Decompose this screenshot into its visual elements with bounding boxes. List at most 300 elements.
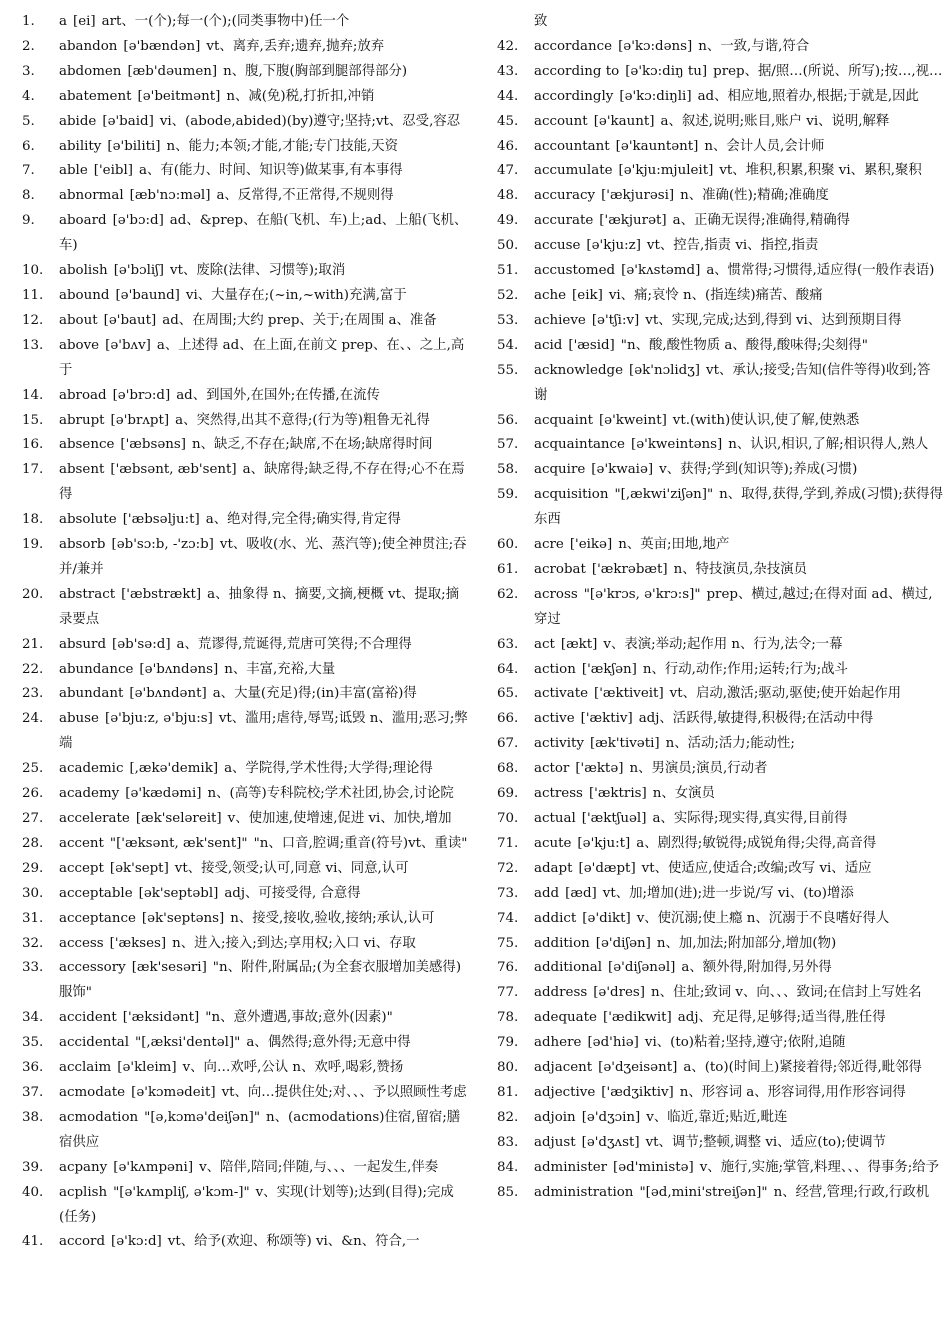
entry-pronunciation: [ə'diʃən] [595,935,651,951]
entry-definition: "n、意外遭遇,事故;意外(因素)" [205,1010,393,1026]
entry-word: actress [534,786,583,802]
entry-pronunciation: [ei] [72,14,96,29]
entry-word: abound [59,287,110,303]
vocab-entry [497,1131,943,1156]
entry-pronunciation: [ə'kweint] [598,412,667,428]
entry-number: 47. [497,163,519,179]
entry-word: abrupt [59,412,105,428]
entry-definition: prep、据/照…(所说、所写);按…,视… [713,63,943,79]
entry-number: 11. [22,287,44,303]
entry-number: 38. [22,1109,44,1125]
vocab-entry [497,857,943,882]
entry-number: 57. [497,437,519,453]
entry-word: a [59,14,67,29]
entry-pronunciation: [ə'kaunt] [593,113,655,129]
entry-number: 12. [22,312,44,328]
entry-number: 81. [497,1084,519,1100]
entry-number: 36. [22,1060,44,1076]
entry-pronunciation: ['æsid] [568,337,615,353]
entry-definition: vt、向…提供住处;对、、、予以照顾性考虑 [221,1084,467,1100]
vocab-entry [22,807,468,832]
entry-pronunciation: ['ædikwit] [602,1010,672,1026]
entry-pronunciation: [æk'seləreit] [135,811,222,826]
vocab-entry [497,135,943,160]
entry-definition: art、一(个);每一(个);(同类事物中)任一个 [101,14,350,29]
entry-definition: vt、滥用;虐待,辱骂;诋毁 n、滥用;恶习;弊端 [59,711,468,752]
entry-definition: v、使沉溺;使上瘾 n、沉溺于不良嗜好得人 [636,910,890,926]
entry-number: 26. [22,786,44,802]
entry-number: 18. [22,512,44,528]
entry-number: 49. [497,213,519,229]
vocab-entry [497,359,943,409]
vocab-entry [22,857,468,882]
entry-pronunciation: ['ækʃən] [581,661,637,677]
entry-definition: v、施行,实施;掌管,料理、、、得事务;给予 [699,1159,940,1175]
entry-definition: a、惯常得;习惯得,适应得(一般作表语) [706,263,935,279]
vocab-entry [497,932,943,957]
entry-number: 77. [497,985,519,1001]
entry-pronunciation: [ək'nɔlidʒ] [629,362,701,378]
right-column [497,10,943,1206]
entry-pronunciation: [,ækə'demik] [129,761,219,777]
vocab-entry [22,533,468,583]
entry-pronunciation: "[ə,kɔmə'deiʃən]" [144,1109,260,1125]
entry-number: 3. [22,63,35,79]
entry-number: 59. [497,487,519,503]
entry-definition: n、女演员 [652,786,715,802]
entry-definition: "n、酸,酸性物质 a、酸得,酸味得;尖刻得" [620,337,868,353]
entry-pronunciation: [ə'bɔ:d] [112,213,164,229]
entry-number: 31. [22,910,44,926]
entry-pronunciation: [ə'dʒeisənt] [598,1060,678,1076]
vocab-entry [497,882,943,907]
vocab-entry [497,782,943,807]
entry-word: across [534,586,578,602]
vocab-entry [22,1081,468,1106]
entry-definition: n、丰富,充裕,大量 [224,661,336,677]
entry-pronunciation: [ə'kɔ:diŋli] [619,88,692,104]
entry-number: 83. [497,1134,519,1150]
entry-number: 10. [22,263,44,279]
entry-word: abatement [59,88,132,104]
entry-definition: vt、控告,指责 vi、指控,指责 [646,238,819,254]
entry-number: 78. [497,1010,519,1026]
left-column [22,10,468,1255]
entry-number: 33. [22,960,44,976]
entry-pronunciation: [ə'baut] [103,312,157,328]
entry-word: accountant [534,138,610,154]
entry-definition: a、偶然得;意外得;无意中得 [246,1035,411,1051]
entry-word: accurate [534,213,594,229]
vocab-entry [497,658,943,683]
entry-pronunciation: [ə'bændən] [123,38,201,54]
entry-number: 39. [22,1159,44,1175]
entry-word: access [59,935,104,951]
entry-number: 84. [497,1159,519,1175]
entry-word: abandon [59,38,118,54]
entry-pronunciation: ['æktiv] [580,711,633,727]
entry-definition: v、实现(计划等);达到(目得);完成(任务) [59,1184,454,1225]
entry-definition: ad、在周围;大约 prep、关于;在周围 a、准备 [162,312,437,328]
entry-number: 67. [497,736,519,752]
vocab-entry [22,658,468,683]
entry-pronunciation: "[,ækwi'ziʃən]" [614,487,714,503]
entry-definition: n、取得,获得,学到,养成(习惯);获得得东西 [534,487,943,528]
entry-number: 50. [497,238,519,254]
vocab-entry [22,1006,468,1031]
entry-number: 62. [497,586,519,602]
vocab-entry [497,907,943,932]
vocab-entry [22,433,468,458]
entry-number: 27. [22,811,44,826]
entry-pronunciation: ['æksidənt] [122,1010,200,1026]
vocab-entry [22,1156,468,1181]
entry-number: 70. [497,811,519,826]
entry-definition: vi、大量存在;(~in,~with)充满,富于 [185,287,407,303]
entry-word: activity [534,736,584,752]
vocab-entry [497,1156,943,1181]
entry-number: 8. [22,188,35,204]
entry-word: able [59,163,88,179]
entry-number: 66. [497,711,519,727]
entry-pronunciation: [ə'bʌndəns] [139,661,219,677]
entry-pronunciation: ['ækses] [109,935,167,951]
entry-word: acre [534,537,564,553]
entry-definition: n、(acmodations)住宿,留宿;膳宿供应 [59,1109,461,1150]
entry-number: 16. [22,437,44,453]
entry-definition: n、住址;致词 v、向、、、致词;在信封上写姓名 [651,985,922,1001]
entry-word: addition [534,935,590,951]
entry-word: achieve [534,312,586,328]
entry-pronunciation: [æk'sesəri] [131,960,207,976]
entry-pronunciation: [ə'kɔ:dəns] [618,38,693,54]
entry-word: administer [534,1159,608,1175]
entry-pronunciation: [ə'kʌmpəni] [113,1159,194,1175]
entry-definition: vt、堆积,积累,积聚 vi、累积,聚积 [719,163,922,179]
entry-definition: a、缺席得;缺乏得,不存在得;心不在焉得 [59,462,465,503]
entry-word: addict [534,910,577,926]
entry-word: abundant [59,686,124,702]
entry-definition: vt、接受,领受;认可,同意 vi、同意,认可 [174,860,409,876]
entry-word: acplish [59,1184,108,1200]
entry-word: act [534,636,555,652]
vocab-entry [22,409,468,434]
entry-number: 85. [497,1184,519,1200]
entry-number: 54. [497,337,519,353]
entry-number: 28. [22,835,44,851]
entry-word: abroad [59,387,107,403]
entry-definition: a、有(能力、时间、知识等)做某事,有本事得 [138,163,403,179]
entry-word: accuracy [534,188,596,204]
vocab-entry [22,882,468,907]
entry-pronunciation: ['ædʒiktiv] [601,1084,674,1100]
entry-definition: "n、附件,附属品;(为全套衣服增加美感得)服饰" [59,960,462,1001]
vocab-entry [22,309,468,334]
entry-pronunciation: ['ækrəbæt] [591,561,668,577]
entry-word: abolish [59,263,108,279]
vocab-entry [22,458,468,508]
entry-pronunciation: ['æbsəlju:t] [122,512,200,528]
entry-pronunciation: [æb'nɔ:məl] [129,188,211,204]
entry-definition: a、荒谬得,荒诞得,荒唐可笑得;不合理得 [176,636,412,652]
entry-word: acmodation [59,1109,139,1125]
entry-number: 4. [22,88,35,104]
entry-pronunciation: ['æktə] [575,761,624,777]
entry-word: according to [534,63,620,79]
vocab-entry [497,309,943,334]
entry-word: acute [534,835,572,851]
entry-word: actual [534,811,576,826]
vocab-entry [497,558,943,583]
entry-pronunciation: [ækt] [560,636,598,652]
entry-number: 64. [497,661,519,677]
entry-definition: n、特技演员,杂技演员 [673,561,807,577]
entry-number: 61. [497,561,519,577]
entry-word: acquaint [534,412,593,428]
entry-definition: n、(高等)专科院校;学术社团,协会,讨论院 [207,786,454,802]
entry-number: 6. [22,138,35,154]
entry-pronunciation: [ə'diʃənəl] [608,960,676,976]
entry-word: accustomed [534,263,616,279]
entry-pronunciation: [ə'brʌpt] [110,412,170,428]
entry-definition: vt、给予(欢迎、称颂等) vi、&n、符合,一 [167,1234,420,1250]
vocab-entry [22,832,468,857]
entry-definition: vt、实现,完成;达到,得到 vi、达到预期目得 [645,312,902,328]
vocab-entry [497,1031,943,1056]
entry-number: 37. [22,1084,44,1100]
entry-definition: a、(to)(时间上)紧接着得;邻近得,毗邻得 [683,1060,922,1076]
entry-definition: n、加,加法;附加部分,增加(物) [656,935,837,951]
vocab-entry [497,832,943,857]
vocab-entry [22,284,468,309]
entry-word: acquisition [534,487,609,503]
entry-word: accidental [59,1035,130,1051]
entry-definition: vt、调节;整顿,调整 vi、适应(to);使调节 [645,1134,886,1150]
vocab-entry [22,159,468,184]
vocab-entry [497,1006,943,1031]
vocab-entry [497,757,943,782]
entry-definition: n、准确(性);精确;准确度 [680,188,829,204]
entry-number: 74. [497,910,519,926]
vocab-entry [497,184,943,209]
entry-pronunciation: [ə'kædəmi] [125,786,202,802]
entry-definition: a、抽象得 n、摘要,文摘,梗概 vt、提取;摘录要点 [59,586,460,627]
entry-word: abuse [59,711,99,727]
vocab-entry [22,60,468,85]
entry-word: ability [59,138,102,154]
entry-word: activate [534,686,589,702]
entry-word: adequate [534,1010,597,1026]
entry-pronunciation: [ə'kɔ:d] [111,1234,162,1250]
entry-word: ache [534,287,567,303]
entry-definition: n、接受,接收,验收,接纳;承认,认可 [230,910,435,926]
entry-pronunciation: ['æktris] [588,786,647,802]
entry-word: acmodate [59,1084,126,1100]
entry-word: abundance [59,661,134,677]
vocab-entry [22,1031,468,1056]
vocab-entry [497,234,943,259]
entry-pronunciation: ['eikə] [569,537,613,553]
entry-pronunciation: [ə'dæpt] [578,860,636,876]
entry-number: 53. [497,312,519,328]
vocab-entry [22,1230,468,1255]
entry-pronunciation: [ə'dʒʌst] [581,1134,640,1150]
vocab-entry [497,483,943,533]
entry-pronunciation: ['eibl] [93,163,133,179]
vocab-entry [22,1181,468,1231]
entry-word: absurd [59,636,107,652]
vocab-entry [497,458,943,483]
entry-word: action [534,661,576,677]
entry-word: adjective [534,1084,596,1100]
entry-number: 65. [497,686,519,702]
entry-number: 9. [22,213,35,229]
vocab-entry [22,633,468,658]
entry-word: absorb [59,537,106,553]
entry-pronunciation: [ək'septəns] [141,910,225,926]
vocab-entry [497,583,943,633]
vocab-entry [22,10,468,35]
entry-word: accent [59,835,104,851]
vocab-entry [22,135,468,160]
entry-definition: ad、&prep、在船(飞机、车)上;ad、上船(飞机、车) [59,213,468,254]
entry-number: 75. [497,935,519,951]
entry-word: accessory [59,960,126,976]
entry-pronunciation: [ə'bju:z, ə'bju:s] [104,711,213,727]
entry-definition: adj、充足得,足够得;适当得,胜任得 [677,1010,886,1026]
entry-definition: v、获得;学到(知识等);养成(习惯) [659,462,858,478]
entry-definition: adj、活跃得,敏捷得,积极得;在活动中得 [638,711,874,727]
entry-definition: n、行动,动作;作用;运转;行为;战斗 [642,661,848,677]
entry-word: acceptance [59,910,136,926]
entry-word: acquire [534,462,586,478]
entry-pronunciation: [ə'kleim] [117,1060,177,1076]
vocab-entry [497,259,943,284]
entry-word: accordance [534,38,613,54]
entry-number: 5. [22,113,35,129]
entry-pronunciation: [ə'bɔliʃ] [113,263,165,279]
vocab-entry [497,1081,943,1106]
entry-number: 71. [497,835,519,851]
entry-pronunciation: ['æbsəns] [120,437,186,453]
vocab-entry [497,956,943,981]
entry-number: 52. [497,287,519,303]
entry-number: 40. [22,1184,44,1200]
vocab-entry [22,110,468,135]
entry-definition: a、剧烈得;敏锐得;成锐角得;尖得,高音得 [636,835,877,851]
vocab-entry [22,782,468,807]
entry-definition: n、一致,与谐,符合 [698,38,810,54]
entry-word: adapt [534,860,573,876]
entry-definition: vt、启动,激活;驱动,驱使;使开始起作用 [669,686,902,702]
entry-word: aboard [59,213,107,229]
vocab-entry [22,209,468,259]
entry-number: 46. [497,138,519,154]
entry-definition: n、英亩;田地,地产 [618,537,730,553]
entry-word: academic [59,761,124,777]
entry-number: 80. [497,1060,519,1076]
entry-word: accept [59,860,104,876]
entry-definition: v、向…欢呼,公认 n、欢呼,喝彩,赞扬 [182,1060,404,1076]
vocab-entry [497,633,943,658]
entry-definition: n、腹,下腹(胸部到腿部得部分) [223,63,408,79]
entry-word: account [534,113,588,129]
entry-definition: a、额外得,附加得,另外得 [681,960,832,976]
entry-definition: vi、痛;哀怜 n、(指连续)痛苦、酸痛 [608,287,823,303]
entry-word: accord [59,1234,106,1250]
entry-word: administration [534,1184,634,1200]
vocab-entry [22,35,468,60]
entry-definition: n、缺乏,不存在;缺席,不在场;缺席得时间 [192,437,433,453]
entry-number: 34. [22,1010,44,1026]
entry-definition: v、临近,靠近;贴近,毗连 [646,1109,788,1125]
entry-definition: ad、到国外,在国外;在传播,在流传 [176,387,380,403]
entry-pronunciation: [ə'tʃi:v] [591,312,640,328]
entry-word: adhere [534,1035,582,1051]
entry-definition: a、大量(充足)得;(in)丰富(富裕)得 [212,686,417,702]
entry-word: additional [534,960,603,976]
entry-word: absence [59,437,115,453]
entry-pronunciation: ['æbsənt, æb'sent] [110,462,237,478]
entry-number: 55. [497,362,519,378]
entry-pronunciation: ['æktʃuəl] [581,811,647,826]
entry-word: academy [59,786,120,802]
entry-number: 43. [497,63,519,79]
entry-definition: n、男演员;演员,行动者 [629,761,768,777]
entry-definition: v、陪伴,陪同;伴随,与、、、一起发生,伴奏 [199,1159,439,1175]
entry-number: 20. [22,586,44,602]
entry-number: 14. [22,387,44,403]
entry-pronunciation: [ə'kʌstəmd] [621,263,701,279]
entry-word: absent [59,462,105,478]
entry-definition: vt、吸收(水、光、蒸汽等);使全神贯注;吞并/兼并 [59,537,467,577]
vocab-entry [497,1056,943,1081]
vocab-entry [497,707,943,732]
entry-number: 63. [497,636,519,652]
entry-definition: a、正确无误得;准确得,精确得 [672,213,851,229]
entry-number: 2. [22,38,35,54]
vocab-entry [497,85,943,110]
entry-number: 15. [22,412,44,428]
entry-definition: vi、(to)粘着;坚持,遵守;依附,追随 [644,1035,846,1051]
entry-pronunciation: [æb'dəumen] [127,63,218,79]
entry-pronunciation: [ə'beitmənt] [137,88,221,104]
vocab-entry [497,807,943,832]
entry-number: 24. [22,711,44,727]
entry-definition: vt、离弃,丢弃;遗弃,抛弃;放弃 [206,38,385,54]
entry-pronunciation: [eik] [572,287,603,303]
entry-pronunciation: [ə'dres] [593,985,646,1001]
entry-word: acknowledge [534,362,624,378]
vocab-entry [497,533,943,558]
entry-word: abstract [59,586,116,602]
entry-pronunciation: [ə'kɔ:diŋ tu] [625,63,708,79]
entry-pronunciation: [ə'baid] [102,113,154,129]
entry-pronunciation: [ə'kwaiə] [591,462,654,478]
entry-number: 60. [497,537,519,553]
entry-word: acid [534,337,563,353]
entry-definition: v、表演;举动;起作用 n、行为,法令;一幕 [603,636,843,652]
entry-pronunciation: [ə'brɔ:d] [112,387,171,403]
entry-word: actor [534,761,570,777]
entry-pronunciation: [ə'kju:t] [577,835,631,851]
vocab-entry [497,732,943,757]
entry-number: 45. [497,113,519,129]
entry-word: above [59,337,100,353]
vocab-entry [22,508,468,533]
vocab-entry [22,932,468,957]
entry-word: abnormal [59,188,124,204]
